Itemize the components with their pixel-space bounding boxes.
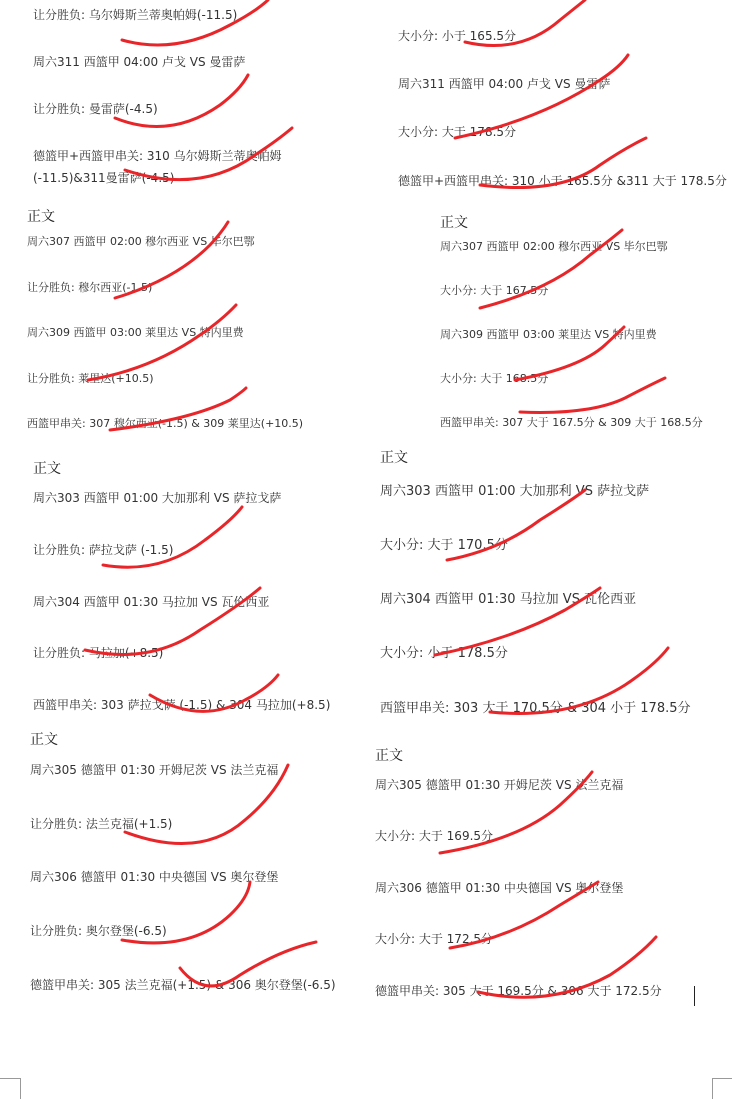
match-line: 周六311 西篮甲 04:00 卢戈 VS 曼雷萨: [398, 77, 611, 91]
parlay-line: 西篮甲串关: 303 萨拉戈萨 (-1.5) & 304 马拉加(+8.5): [33, 698, 331, 712]
parlay-line: 德篮甲+西篮甲串关: 310 小于 165.5分 &311 大于 178.5分: [398, 174, 727, 188]
handicap-line: 让分胜负: 穆尔西亚(-1.5): [27, 281, 153, 294]
text-cursor: [694, 986, 695, 1006]
match-line: 周六304 西篮甲 01:30 马拉加 VS 瓦伦西亚: [33, 595, 270, 609]
total-line: 大小分: 大于 178.5分: [398, 125, 517, 139]
section-title: 正文: [30, 732, 58, 748]
section-title: 正文: [27, 209, 55, 225]
match-line: 周六305 德篮甲 01:30 开姆尼茨 VS 法兰克福: [375, 778, 624, 792]
handicap-line: 让分胜负: 马拉加(+8.5): [33, 646, 164, 660]
match-line: 周六306 德篮甲 01:30 中央德国 VS 奥尔登堡: [375, 881, 624, 895]
handicap-line: 让分胜负: 乌尔姆斯兰蒂奥帕姆(-11.5): [33, 8, 238, 22]
total-line: 大小分: 大于 168.5分: [440, 372, 549, 385]
total-line: 大小分: 大于 169.5分: [375, 829, 494, 843]
total-line: 大小分: 小于 178.5分: [380, 646, 508, 661]
handicap-line: 让分胜负: 萨拉戈萨 (-1.5): [33, 543, 174, 557]
match-line: 周六303 西篮甲 01:00 大加那利 VS 萨拉戈萨: [33, 491, 282, 505]
total-line: 大小分: 小于 165.5分: [398, 29, 517, 43]
section-title: 正文: [440, 215, 468, 231]
handicap-line: 让分胜负: 法兰克福(+1.5): [30, 817, 173, 831]
section-title: 正文: [380, 450, 408, 466]
parlay-line: 西篮甲串关: 303 大于 170.5分 & 304 小于 178.5分: [380, 701, 691, 716]
match-line: 周六305 德篮甲 01:30 开姆尼茨 VS 法兰克福: [30, 763, 279, 777]
parlay-line: 德篮甲串关: 305 法兰克福(+1.5) & 306 奥尔登堡(-6.5): [30, 978, 336, 992]
match-line: 周六311 西篮甲 04:00 卢戈 VS 曼雷萨: [33, 55, 246, 69]
total-line: 大小分: 大于 170.5分: [380, 538, 508, 553]
match-line: 周六309 西篮甲 03:00 莱里达 VS 特内里费: [440, 328, 657, 341]
parlay-line: 德篮甲串关: 305 大于 169.5分 & 306 大于 172.5分: [375, 984, 662, 998]
parlay-line: 西篮甲串关: 307 大于 167.5分 & 309 大于 168.5分: [440, 416, 703, 429]
check-mark: [88, 305, 236, 380]
match-line: 周六307 西篮甲 02:00 穆尔西亚 VS 毕尔巴鄂: [440, 240, 668, 253]
handicap-line: 让分胜负: 莱里达(+10.5): [27, 372, 154, 385]
handicap-line: 让分胜负: 奥尔登堡(-6.5): [30, 924, 167, 938]
match-line: 周六303 西篮甲 01:00 大加那利 VS 萨拉戈萨: [380, 484, 650, 499]
page-corner-mark: [712, 1078, 732, 1099]
page-corner-mark: [0, 1078, 21, 1099]
section-title: 正文: [33, 461, 61, 477]
total-line: 大小分: 大于 172.5分: [375, 932, 494, 946]
check-mark: [103, 507, 242, 567]
match-line: 周六304 西篮甲 01:30 马拉加 VS 瓦伦西亚: [380, 592, 637, 607]
handicap-line: 让分胜负: 曼雷萨(-4.5): [33, 102, 158, 116]
section-title: 正文: [375, 748, 403, 764]
match-line: 周六309 西篮甲 03:00 莱里达 VS 特内里费: [27, 326, 244, 339]
match-line: 周六306 德篮甲 01:30 中央德国 VS 奥尔登堡: [30, 870, 279, 884]
match-line: 周六307 西篮甲 02:00 穆尔西亚 VS 毕尔巴鄂: [27, 235, 255, 248]
total-line: 大小分: 大于 167.5分: [440, 284, 549, 297]
parlay-line: 西篮甲串关: 307 穆尔西亚(-1.5) & 309 莱里达(+10.5): [27, 417, 304, 430]
parlay-line: 德篮甲+西篮甲串关: 310 乌尔姆斯兰蒂奥帕姆(-11.5)&311曼雷萨(-4.5): [33, 149, 282, 185]
